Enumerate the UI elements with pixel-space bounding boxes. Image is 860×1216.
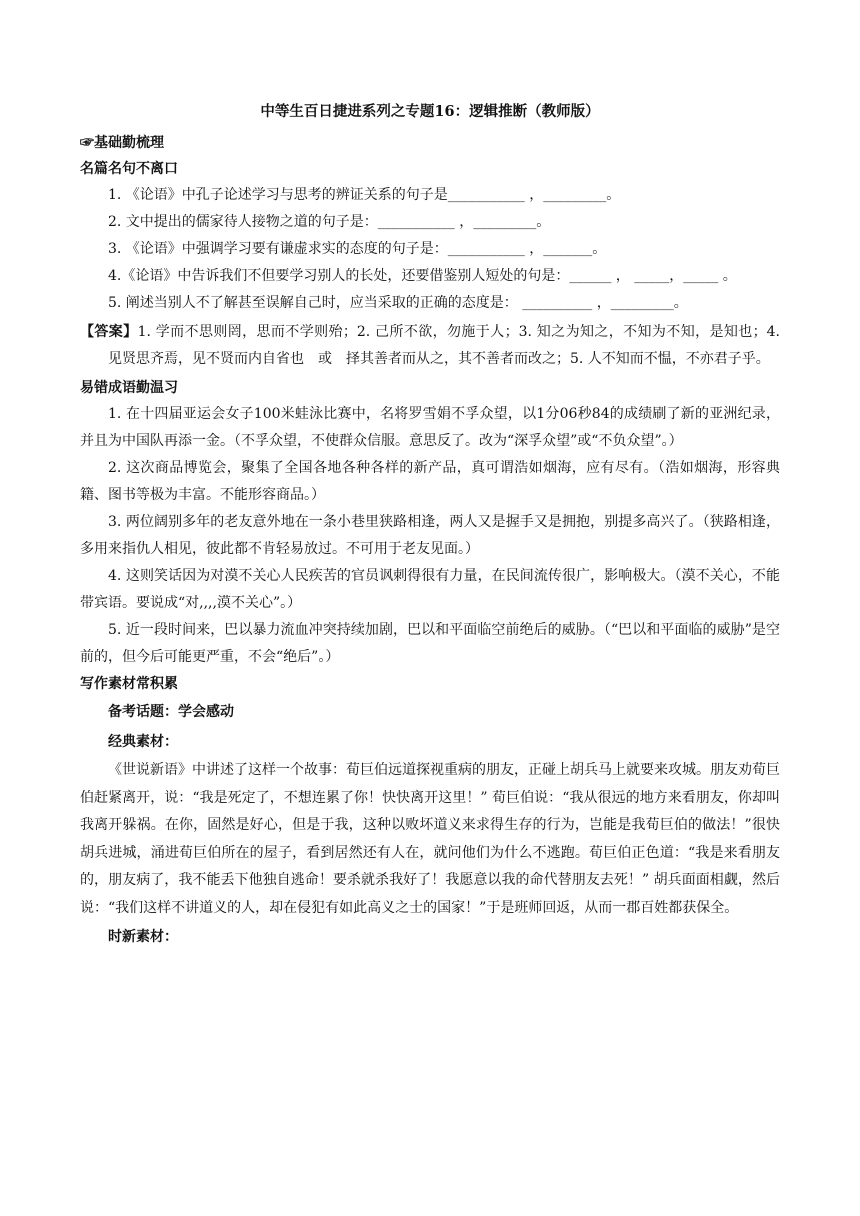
section-idioms-heading: 易错成语勤温习 — [80, 380, 178, 396]
topic-heading: 备考话题：学会感动 — [108, 704, 234, 720]
answer-block — [80, 319, 780, 373]
idiom-item: 3. 两位阔别多年的老友意外地在一条小巷里狭路相逢，两人又是握手又是拥抱，别提多高兴了。（狭路相逢，多用来指仇人相见，彼此都不肯轻易放过。不可用于老友见面。） — [80, 514, 780, 557]
page-title: 中等生百日捷进系列之专题16：逻辑推断（教师版） — [260, 103, 600, 120]
idiom-item: 2. 这次商品博览会，聚集了全国各地各种各样的新产品，真可谓浩如烟海，应有尽有。（浩如烟海，形容典籍、图书等极为丰富。不能形容商品。） — [80, 460, 780, 503]
classic-paragraph: 《世说新语》中讲述了这样一个故事：荀巨伯远道探视重病的朋友，正碰上胡兵马上就要来攻城。朋友劝荀巨伯赶紧离开，说：“我是死定了，不想连累了你！快快离开这里！” 荀巨伯说：“我从很远的地方来看朋友，你却叫我离开躲祸。在你，固然是好心，但是于我，这种以败坏道义来求得生存的行为，岂能是我荀巨伯的做法！”很快胡兵进城，涌进荀巨伯所在的屋子，看到居然还有人在，就问他们为什么不逃跑。荀巨伯正色道：“我是来看朋友的，朋友病了，我不能丢下他独自逃命！要杀就杀我好了！我愿意以我的命代替朋友去死！” 胡兵面面相觑，然后说：“我们这样不讲道义的人，却在侵犯有如此高义之士的国家！”于是班师回返，从而一郡百姓都获保全。 — [80, 762, 780, 916]
new-material-label: 时新素材： — [108, 929, 178, 945]
section-basic-heading: ☞基础勤梳理 — [80, 135, 164, 151]
famous-item: 1. 《论语》中孔子论述学习与思考的辨证关系的句子是___________ ，_________。 — [108, 187, 621, 203]
famous-item: 4.《论语》中告诉我们不但要学习别人的长处，还要借鉴别人短处的句是：______ ， _____，_____ 。 — [108, 268, 737, 284]
answer-text: 1. 学而不思则罔，思而不学则殆；2. 己所不欲，勿施于人；3. 知之为知之，不知为不知，是知也；4. 见贤思齐焉，见不贤而内自省也 或 择其善者而从之，其不善者而改之；5. 人不知而不愠，不亦君子乎。 — [108, 324, 781, 367]
idiom-item: 4. 这则笑话因为对漠不关心人民疾苦的官员讽刺得很有力量，在民间流传很广，影响极大。（漠不关心，不能带宾语。要说成“对,,,,漠不关心”。） — [80, 568, 780, 611]
document-content — [80, 102, 780, 952]
famous-item: 5. 阐述当别人不了解甚至误解自己时，应当采取的正确的态度是： __________ ，_________。 — [108, 295, 688, 311]
answer-label: 【答案】 — [80, 324, 138, 340]
famous-item: 3. 《论语》中强调学习要有谦虚求实的态度的句子是：___________ ，_______。 — [108, 241, 607, 257]
section-writing-heading: 写作素材常积累 — [80, 676, 178, 692]
section-famous-heading: 名篇名句不离口 — [80, 161, 178, 177]
famous-item: 2. 文中提出的儒家待人接物之道的句子是：___________ ，_________。 — [108, 214, 551, 230]
idiom-item: 5. 近一段时间来，巴以暴力流血冲突持续加剧，巴以和平面临空前绝后的威胁。（“巴以和平面临的威胁”是空前的，但今后可能更严重，不会“绝后”。） — [80, 622, 780, 665]
classic-label: 经典素材： — [108, 734, 178, 750]
idiom-item: 1. 在十四届亚运会女子100米蛙泳比赛中，名将罗雪娟不孚众望，以1分06秒84的成绩刷了新的亚洲纪录，并且为中国队再添一金。（不孚众望，不使群众信服。意思反了。改为“深孚众望”或“不负众望”。） — [80, 406, 780, 449]
